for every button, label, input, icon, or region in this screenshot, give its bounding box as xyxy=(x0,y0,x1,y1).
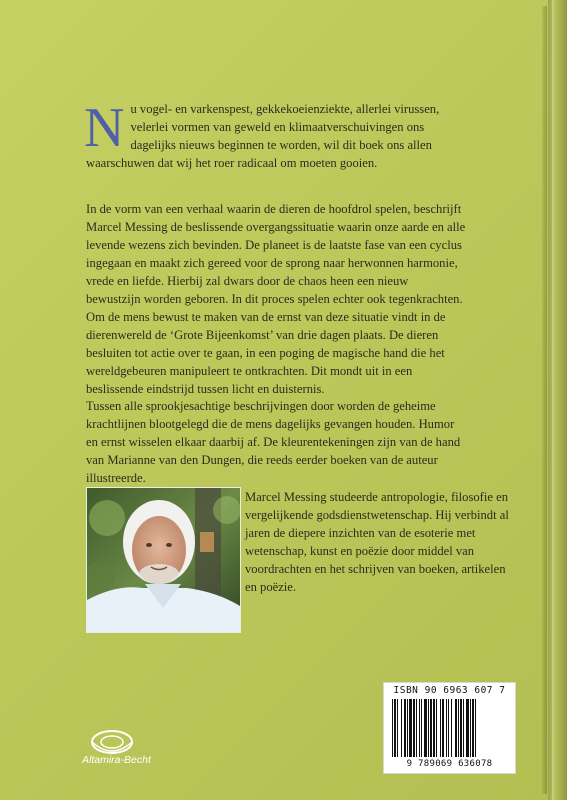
barcode-area xyxy=(383,682,516,774)
synopsis-paragraph: In de vorm van een verhaal waarin de dieren de hoofdrol spelen, beschrijft Marcel Messing de beslissende overgangssituatie waarin onze aarde en alle levende wezens zich bevinden. De planeet is de laatste fase van een cyclus ingegaan en maakt zich gereed voor de sprong naar herwonnen harmonie, vrede en liefde. Hierbij zal dwars door de chaos heen een nieuw bewustzijn worden geboren. In dit proces spelen echter ook tegenkrachten. Om de mens bewust te maken van de ernst van deze situatie vindt in de dierenwereld de ‘Grote Bijeenkomst’ van drie dagen plaats. De dieren besluiten tot actie over te gaan, in een poging de magische hand die het wereldgebeuren manipuleert te ontkrachten. Dit mondt uit in een beslissende eindstrijd tussen licht en duisternis. xyxy=(86,202,466,396)
drop-cap: N xyxy=(84,97,125,159)
illustration-paragraph: Tussen alle sprookjesachtige beschrijvingen door worden de geheime krachtlijnen blootgelegd die de mens dagelijks gevangen houden. Humor en ernst wisselen elkaar daarbij af. De kleurentekeningen zijn van de hand van Marianne van den Dungen, die reeds eerder boeken van de auteur illustreerde. xyxy=(86,399,461,485)
intro-paragraph xyxy=(84,97,466,172)
cover-hinge xyxy=(542,6,547,794)
author-portrait-image xyxy=(87,488,240,632)
publisher-name: Altamira-Becht xyxy=(82,754,151,766)
spine-edge xyxy=(548,0,567,800)
barcode-bars xyxy=(392,699,507,759)
author-bio: Marcel Messing studeerde antropologie, filosofie en vergelijkende godsdienstwetenschap. Hij verbindt al jaren de diepere inzichten van de esoterie met wetenschap, kunst en poëzie door middel van voordrachten en het schrijven van boeken, artikelen en poëzie. xyxy=(245,490,509,594)
author-photo xyxy=(86,487,241,633)
ean-number: 9 789069 636078 xyxy=(406,759,493,769)
isbn-label: ISBN 90 6963 607 7 xyxy=(393,685,506,696)
intro-text: u vogel- en varkenspest, gekkekoeienziekte, allerlei virussen, velerlei vormen van geweld en klimaatverschuivingen ons dagelijks nieuws beginnen te worden, wil dit boek ons allen waarschuwen dat wij het roer radicaal om moeten gooien. xyxy=(86,102,440,170)
